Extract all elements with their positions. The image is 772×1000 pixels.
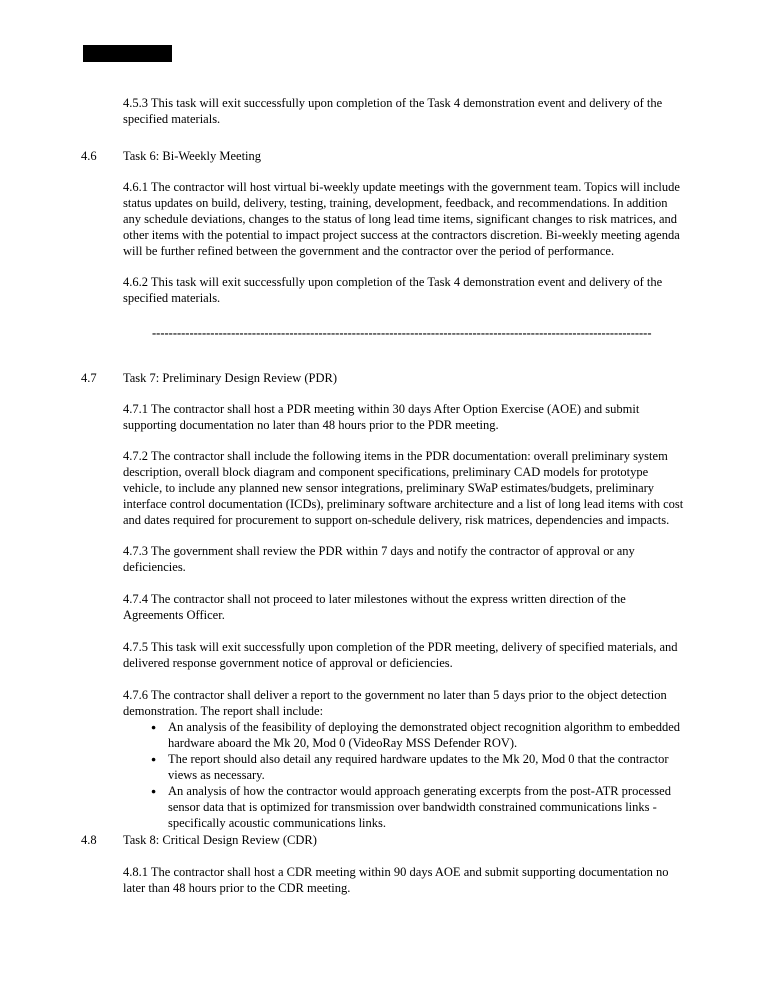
section-number-4-6: 4.6 (81, 149, 97, 163)
paragraph-4-7-2: 4.7.2 The contractor shall include the following items in the PDR documentation: overall preliminary system description, overall block diagram and component specifications, preliminary CAD models for prototype vehicle, to include any planned new sensor integrations, preliminary SWaP estimates/budgets, preliminary interface control documentation (ICDs), preliminary software architecture and a list of long lead items with cost and dates required for procurement to support on-schedule delivery, risk matrices, dependencies and impacts. (123, 449, 684, 527)
section-title-4-7: Task 7: Preliminary Design Review (PDR) (123, 371, 338, 385)
redaction-bar (83, 45, 172, 62)
bullet-icon: ● (151, 754, 157, 764)
paragraph-4-7-6: 4.7.6 The contractor shall deliver a report to the government no later than 5 days prior to the object detection demonstration. The report shall include: (123, 688, 667, 718)
paragraph-4-8-1: 4.8.1 The contractor shall host a CDR meeting within 90 days AOE and submit supporting documentation no later than 48 hours prior to the CDR meeting. (123, 865, 669, 895)
list-item (81, 783, 686, 831)
section-heading-4-6 (81, 148, 686, 164)
paragraph-4-7-1: 4.7.1 The contractor shall host a PDR meeting within 30 days After Option Exercise (AOE) and submit supporting documentation no later than 48 hours prior to the PDR meeting. (123, 402, 640, 432)
section-heading-4-8 (81, 832, 686, 848)
bullet-icon: ● (151, 722, 157, 732)
paragraph-4-7-4: 4.7.4 The contractor shall not proceed to later milestones without the express written direction of the Agreements Officer. (123, 592, 626, 622)
bullet-text: An analysis of how the contractor would approach generating excerpts from the post-ATR processed sensor data that is optimized for transmission over bandwidth constrained communications links - specifically acoustic communications links. (168, 784, 671, 830)
paragraph-4-6-1: 4.6.1 The contractor will host virtual bi-weekly update meetings with the government team. Topics will include status updates on build, delivery, testing, training, development, feedback, and recommendations. In addition any schedule deviations, changes to the status of long lead time items, significant changes to risk matrices, and other items with the potential to impact project success at the contractors discretion. Bi-weekly meeting agenda will be further refined between the government and the contractor over the period of performance. (123, 180, 680, 258)
section-number-4-7: 4.7 (81, 371, 97, 385)
section-title-4-6: Task 6: Bi-Weekly Meeting (123, 149, 262, 163)
paragraph-4-6-2: 4.6.2 This task will exit successfully upon completion of the Task 4 demonstration event and delivery of the specified materials. (123, 275, 663, 305)
bullet-icon: ● (151, 786, 157, 796)
bullet-text: An analysis of the feasibility of deploying the demonstrated object recognition algorithm to embedded hardware aboard the Mk 20, Mod 0 (VideoRay MSS Defender ROV). (168, 720, 681, 750)
paragraph-4-7-3: 4.7.3 The government shall review the PDR within 7 days and notify the contractor of approval or any deficiencies. (123, 544, 635, 574)
list-item (81, 719, 686, 751)
bullet-text: The report should also detail any required hardware updates to the Mk 20, Mod 0 that the contractor views as necessary. (168, 752, 669, 782)
report-bullet-list (81, 719, 686, 831)
list-item (81, 751, 686, 783)
section-number-4-8: 4.8 (81, 833, 97, 847)
document-content (81, 95, 686, 896)
section-title-4-8: Task 8: Critical Design Review (CDR) (123, 833, 317, 847)
paragraph-4-7-5: 4.7.5 This task will exit successfully upon completion of the PDR meeting, delivery of specified materials, and delivered response government notice of approval or deficiencies. (123, 640, 678, 670)
dashed-separator: ------------------------------------------------------------------------------------------------------------------------ (152, 326, 652, 340)
paragraph-4-5-3: 4.5.3 This task will exit successfully upon completion of the Task 4 demonstration event and delivery of the specified materials. (123, 96, 663, 126)
section-heading-4-7 (81, 370, 686, 386)
